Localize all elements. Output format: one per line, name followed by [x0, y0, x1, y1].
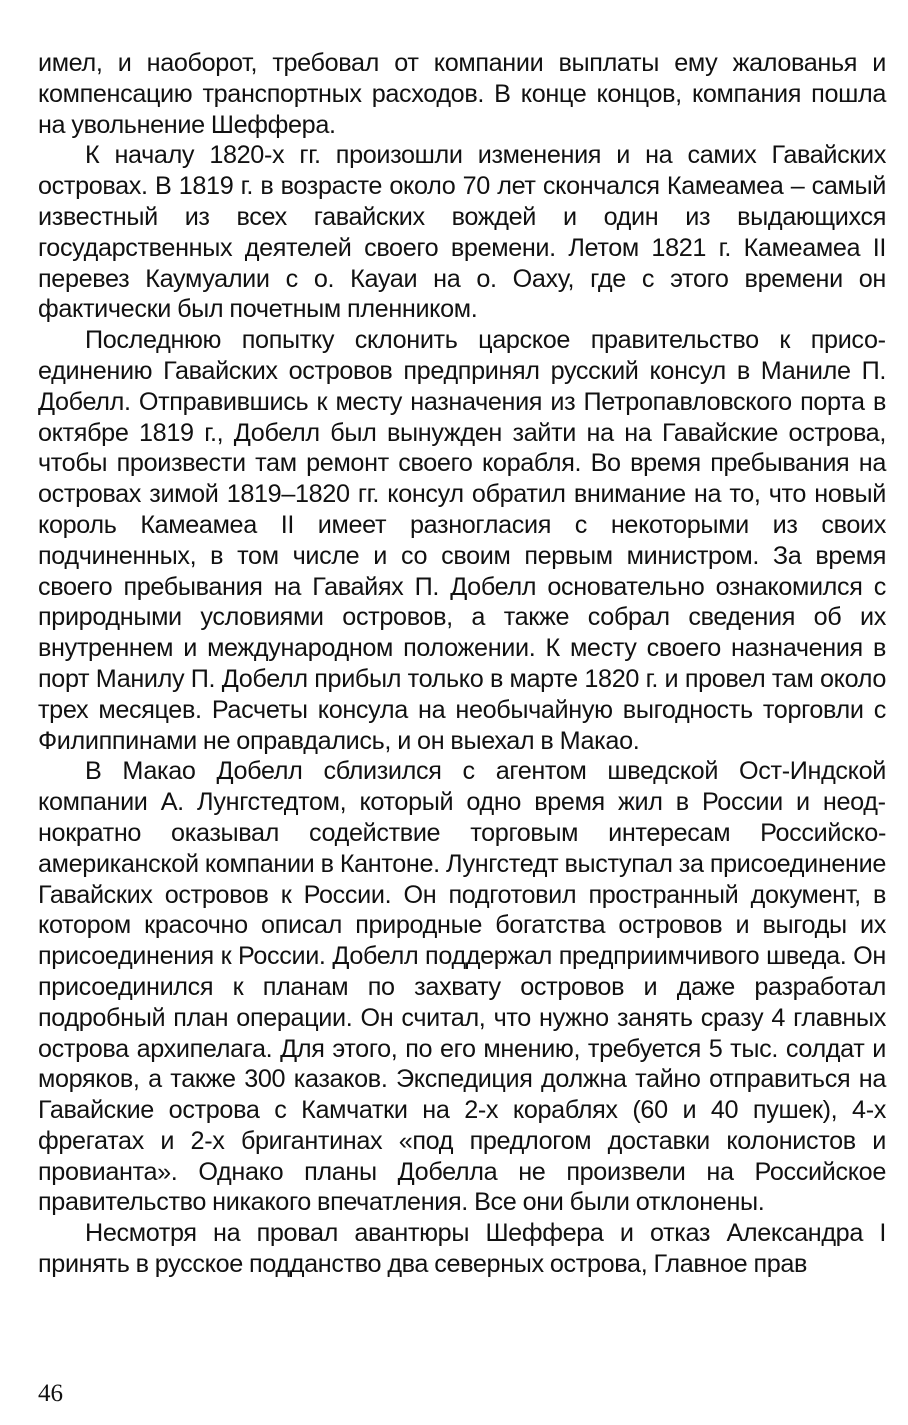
paragraph-1: имел, и наоборот, требовал от компании выплаты ему жалованья и компенсацию транспортных расходов. В конце концов, компания пошла на увольнение Шеффера.: [38, 49, 886, 139]
paragraph-2: К началу 1820-х гг. произошли изменения и на самих Гавайских островах. В 1819 г. в возрасте около 70 лет скончался Камеамеа – самый известный из всех гавайских вождей и один из выдающихся государственных деятелей своего времени. Летом 1821 г. Камеамеа II перевез Каумуалии с о. Кауаи на о. Оаху, где с этого времени он фактически был почетным пленником.: [38, 141, 886, 324]
paragraph-4: В Макао Добелл сблизился с агентом шведской Ост-Индской компании А. Лунгстедтом, который одно время жил в России и неоднократно оказывал содействие торговым интересам Российско-американской компании в Кантоне. Лунгстедт выступал за присоединение Гавайских островов к России. Он подготовил пространный документ, в котором красочно описал природные богатства островов и выгоды их присоединения к России. Добелл поддержал предприимчивого шведа. Он присоединился к планам по захвату островов и даже разработал подробный план операции. Он считал, что нужно занять сразу 4 главных острова архипелага. Для этого, по его мнению, требуется 5 тыс. солдат и моряков, а также 300 казаков. Экспедиция должна тайно отправиться на Гавайские острова с Камчатки на 2-х кораблях (60 и 40 пушек), 4-х фрегатах и 2-х бригантинах «под предлогом доставки колонистов и провианта». Однако планы Добелла не произвели на Российское правительство никакого впечатления. Все они были отклонены.: [38, 757, 886, 1217]
page-body: [38, 48, 886, 1280]
paragraph-5: Несмотря на провал авантюры Шеффера и отказ Александра I принять в русское подданство два северных острова, Главное прав: [38, 1219, 886, 1279]
page-number: 46: [38, 1380, 63, 1407]
paragraph-3: Последнюю попытку склонить царское правительство к присоединению Гавайских островов предпринял русский консул в Маниле П. Добелл. Отправившись к месту назначения из Петропавловского порта в октябре 1819 г., Добелл был вынужден зайти на на Гавайские острова, чтобы произвести там ремонт своего корабля. Во время пребывания на островах зимой 1819–1820 гг. консул обратил внимание на то, что новый король Камеамеа II имеет разногласия с некоторыми из своих подчиненных, в том числе и со своим первым министром. За время своего пребывания на Гавайях П. Добелл основательно ознакомился с природными условиями островов, а также собрал сведения об их внутреннем и международном положении. К месту своего назначения в порт Манилу П. Добелл прибыл только в марте 1820 г. и провел там около трех месяцев. Расчеты консула на необычайную выгодность торговли с Филиппинами не оправдались, и он выехал в Макао.: [38, 326, 886, 755]
